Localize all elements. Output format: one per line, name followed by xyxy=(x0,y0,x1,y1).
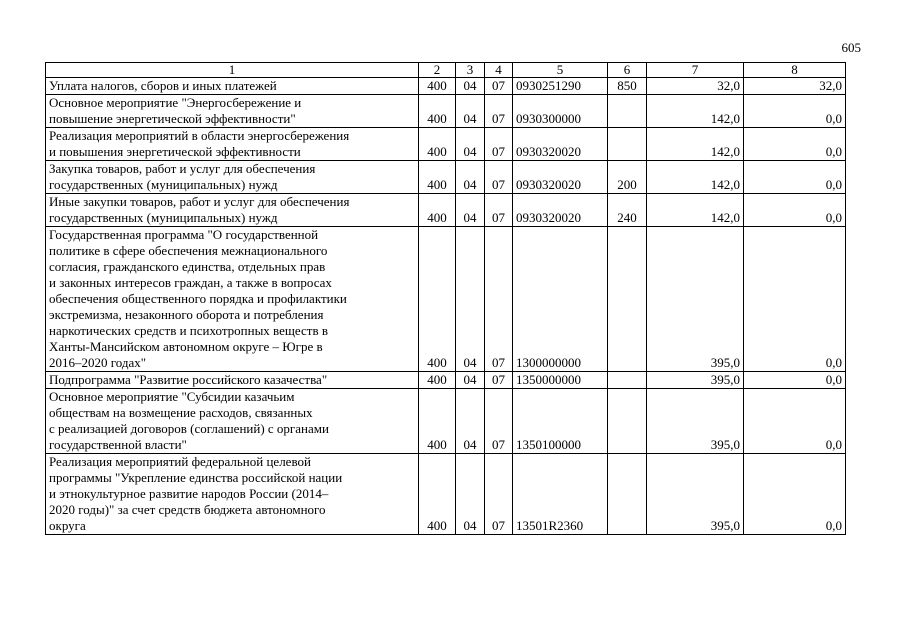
cell-name: Иные закупки товаров, работ и услуг для обеспечения государственных (муниципальных) нужд xyxy=(46,194,419,227)
cell-col4: 07 xyxy=(485,78,513,95)
header-row xyxy=(46,63,846,78)
cell-col2: 400 xyxy=(419,194,456,227)
cell-col5: 0930320020 xyxy=(513,128,608,161)
cell-col4: 07 xyxy=(485,161,513,194)
table-row xyxy=(46,128,846,161)
table-row xyxy=(46,78,846,95)
cell-col3: 04 xyxy=(456,95,485,128)
cell-col5: 1350100000 xyxy=(513,389,608,454)
cell-col3: 04 xyxy=(456,454,485,535)
cell-col3: 04 xyxy=(456,227,485,372)
cell-col6: 200 xyxy=(608,161,647,194)
cell-col4: 07 xyxy=(485,95,513,128)
cell-col6 xyxy=(608,372,647,389)
cell-col7: 395,0 xyxy=(647,227,744,372)
cell-col6 xyxy=(608,95,647,128)
table-row xyxy=(46,161,846,194)
cell-col8: 0,0 xyxy=(744,372,846,389)
cell-col8: 0,0 xyxy=(744,161,846,194)
table-row xyxy=(46,372,846,389)
cell-name: Реализация мероприятий в области энергосбережения и повышения энергетической эффективности xyxy=(46,128,419,161)
cell-col4: 07 xyxy=(485,389,513,454)
cell-col8: 0,0 xyxy=(744,454,846,535)
cell-col8: 0,0 xyxy=(744,194,846,227)
cell-name: Основное мероприятие "Субсидии казачьим обществам на возмещение расходов, связанных с реализацией договоров (соглашений) с органами государственной власти" xyxy=(46,389,419,454)
cell-col4: 07 xyxy=(485,128,513,161)
cell-col7: 395,0 xyxy=(647,372,744,389)
cell-col3: 04 xyxy=(456,194,485,227)
cell-col5: 0930320020 xyxy=(513,161,608,194)
column-header: 6 xyxy=(608,63,647,78)
cell-name: Уплата налогов, сборов и иных платежей xyxy=(46,78,419,95)
cell-col2: 400 xyxy=(419,161,456,194)
cell-col2: 400 xyxy=(419,389,456,454)
cell-col7: 142,0 xyxy=(647,194,744,227)
cell-col5: 0930251290 xyxy=(513,78,608,95)
cell-col7: 395,0 xyxy=(647,454,744,535)
cell-col7: 395,0 xyxy=(647,389,744,454)
cell-name: Реализация мероприятий федеральной целевой программы "Укрепление единства российской нации и этнокультурное развитие народов России (2014– 2020 годы)" за счет средств бюджета автономного округа xyxy=(46,454,419,535)
column-header: 7 xyxy=(647,63,744,78)
column-header: 4 xyxy=(485,63,513,78)
column-header: 3 xyxy=(456,63,485,78)
table-row xyxy=(46,454,846,535)
cell-name: Основное мероприятие "Энергосбережение и повышение энергетической эффективности" xyxy=(46,95,419,128)
cell-col6 xyxy=(608,227,647,372)
cell-col2: 400 xyxy=(419,78,456,95)
cell-col8: 32,0 xyxy=(744,78,846,95)
cell-col8: 0,0 xyxy=(744,227,846,372)
table-row xyxy=(46,95,846,128)
cell-col7: 142,0 xyxy=(647,95,744,128)
cell-col2: 400 xyxy=(419,128,456,161)
cell-col2: 400 xyxy=(419,454,456,535)
cell-col2: 400 xyxy=(419,372,456,389)
table-row xyxy=(46,194,846,227)
column-header: 8 xyxy=(744,63,846,78)
page-number: 605 xyxy=(841,40,861,55)
cell-col6 xyxy=(608,128,647,161)
cell-col5: 13501R2360 xyxy=(513,454,608,535)
table-row xyxy=(46,389,846,454)
cell-col5: 1300000000 xyxy=(513,227,608,372)
cell-col4: 07 xyxy=(485,194,513,227)
cell-col3: 04 xyxy=(456,78,485,95)
cell-col8: 0,0 xyxy=(744,95,846,128)
cell-name: Подпрограмма "Развитие российского казачества" xyxy=(46,372,419,389)
cell-col6 xyxy=(608,454,647,535)
column-header: 2 xyxy=(419,63,456,78)
cell-col3: 04 xyxy=(456,389,485,454)
cell-col7: 142,0 xyxy=(647,128,744,161)
cell-col7: 32,0 xyxy=(647,78,744,95)
cell-col3: 04 xyxy=(456,161,485,194)
table-row xyxy=(46,227,846,372)
column-header: 5 xyxy=(513,63,608,78)
cell-col5: 1350000000 xyxy=(513,372,608,389)
table-body xyxy=(46,78,846,535)
cell-col4: 07 xyxy=(485,227,513,372)
cell-col3: 04 xyxy=(456,372,485,389)
cell-col8: 0,0 xyxy=(744,128,846,161)
cell-col7: 142,0 xyxy=(647,161,744,194)
cell-col2: 400 xyxy=(419,95,456,128)
cell-col6: 240 xyxy=(608,194,647,227)
cell-name: Государственная программа "О государственной политике в сфере обеспечения межнационального согласия, гражданского единства, отдельных прав и законных интересов граждан, а также в вопросах обеспечения общественного порядка и профилактики экстремизма, незаконного оборота и потребления наркотических средств и психотропных веществ в Ханты-Мансийском автономном округе – Югре в 2016–2020 годах" xyxy=(46,227,419,372)
cell-col3: 04 xyxy=(456,128,485,161)
cell-col4: 07 xyxy=(485,372,513,389)
cell-col4: 07 xyxy=(485,454,513,535)
cell-name: Закупка товаров, работ и услуг для обеспечения государственных (муниципальных) нужд xyxy=(46,161,419,194)
cell-col8: 0,0 xyxy=(744,389,846,454)
cell-col5: 0930300000 xyxy=(513,95,608,128)
column-header: 1 xyxy=(46,63,419,78)
budget-table xyxy=(45,62,846,535)
cell-col2: 400 xyxy=(419,227,456,372)
cell-col6 xyxy=(608,389,647,454)
cell-col5: 0930320020 xyxy=(513,194,608,227)
cell-col6: 850 xyxy=(608,78,647,95)
